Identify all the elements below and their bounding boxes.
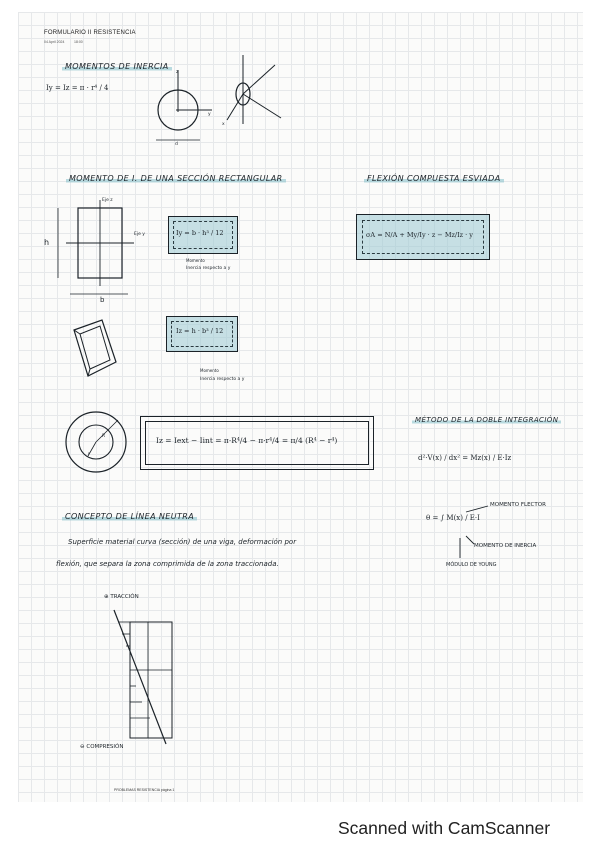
page-footer-note: PROBLEMAS RESISTENCIA página 1 (114, 788, 175, 792)
note-iz-2: Inercia respecto a y (200, 377, 245, 382)
circle-axis-z: z (176, 70, 179, 75)
formula-flexion: σA = N/A + My/Iy · z − Mz/Iz · y (366, 231, 473, 239)
ring-section-diagram (60, 406, 132, 478)
neutral-line-heading: CONCEPTO DE LÍNEA NEUTRA (62, 512, 197, 521)
label-compresion: ⊖ COMPRESIÓN (80, 744, 124, 750)
ring-label-R: R (102, 434, 106, 439)
label-momento-flector: MOMENTO FLECTOR (490, 502, 546, 508)
flexion-heading: FLEXIÓN COMPUESTA ESVIADA (364, 174, 504, 183)
document-date: 04 April 2024 (44, 40, 65, 44)
rect-label-h: h (44, 238, 50, 247)
rect-label-b: b (100, 296, 105, 304)
formula-iy: Iy = b · h³ / 12 (176, 229, 224, 237)
label-modulo-young: MÓDULO DE YOUNG (446, 562, 497, 568)
stress-distribution-diagram (96, 606, 186, 746)
camscanner-watermark: Scanned with CamScanner (338, 818, 551, 838)
document-time: 18:00 (74, 40, 83, 44)
note-iy-1: Momento (186, 258, 205, 263)
neutral-line-text-2: flexión, que separa la zona comprimida de la zona traccionada. (56, 560, 279, 568)
rect-axis-ejey: Eje y (134, 232, 145, 237)
circle-dim-d: d (175, 142, 178, 147)
theta-arrows (460, 500, 520, 570)
neutral-line-text-1: Superficie material curva (sección) de una viga, deformación por (68, 538, 297, 546)
rect-section-diagram (48, 196, 158, 306)
note-iy-2: Inercia respecto a y (186, 266, 231, 271)
circle-axis-y: y (208, 112, 211, 117)
label-traccion: ⊕ TRACCIÓN (104, 594, 139, 600)
axes-3d-diagram (215, 50, 295, 135)
document-title: FORMULARIO II RESISTENCIA (44, 30, 136, 36)
axes-3d-x: x (222, 122, 225, 127)
formula-ring: Iz = Iext − Iint = π·R⁴/4 − π·r⁴/4 = π/4 (R⁴ − r⁴) (156, 436, 338, 445)
formula-theta: θ = ∫ M(x) / E·I (426, 514, 480, 522)
rect-axis-ejez: Eje z (102, 198, 113, 203)
note-iz-1: Momento (200, 368, 219, 373)
inertia-formula: Iy = Iz = π · r⁴ / 4 (46, 84, 109, 92)
formula-double-integration: d²·V(x) / dx² = Mz(x) / E·Iz (418, 454, 512, 462)
ring-label-r: r (88, 452, 90, 457)
rect-heading: MOMENTO DE I. DE UNA SECCIÓN RECTANGULAR (66, 174, 286, 183)
prism-diagram (62, 314, 132, 384)
label-momento-inercia: MOMENTO DE INERCIA (474, 543, 537, 549)
formula-iz: Iz = h · b³ / 12 (176, 327, 224, 335)
double-integration-heading: MÉTODO DE LA DOBLE INTEGRACIÓN (412, 416, 561, 424)
inertia-heading: MOMENTOS DE INERCIA (62, 62, 172, 71)
